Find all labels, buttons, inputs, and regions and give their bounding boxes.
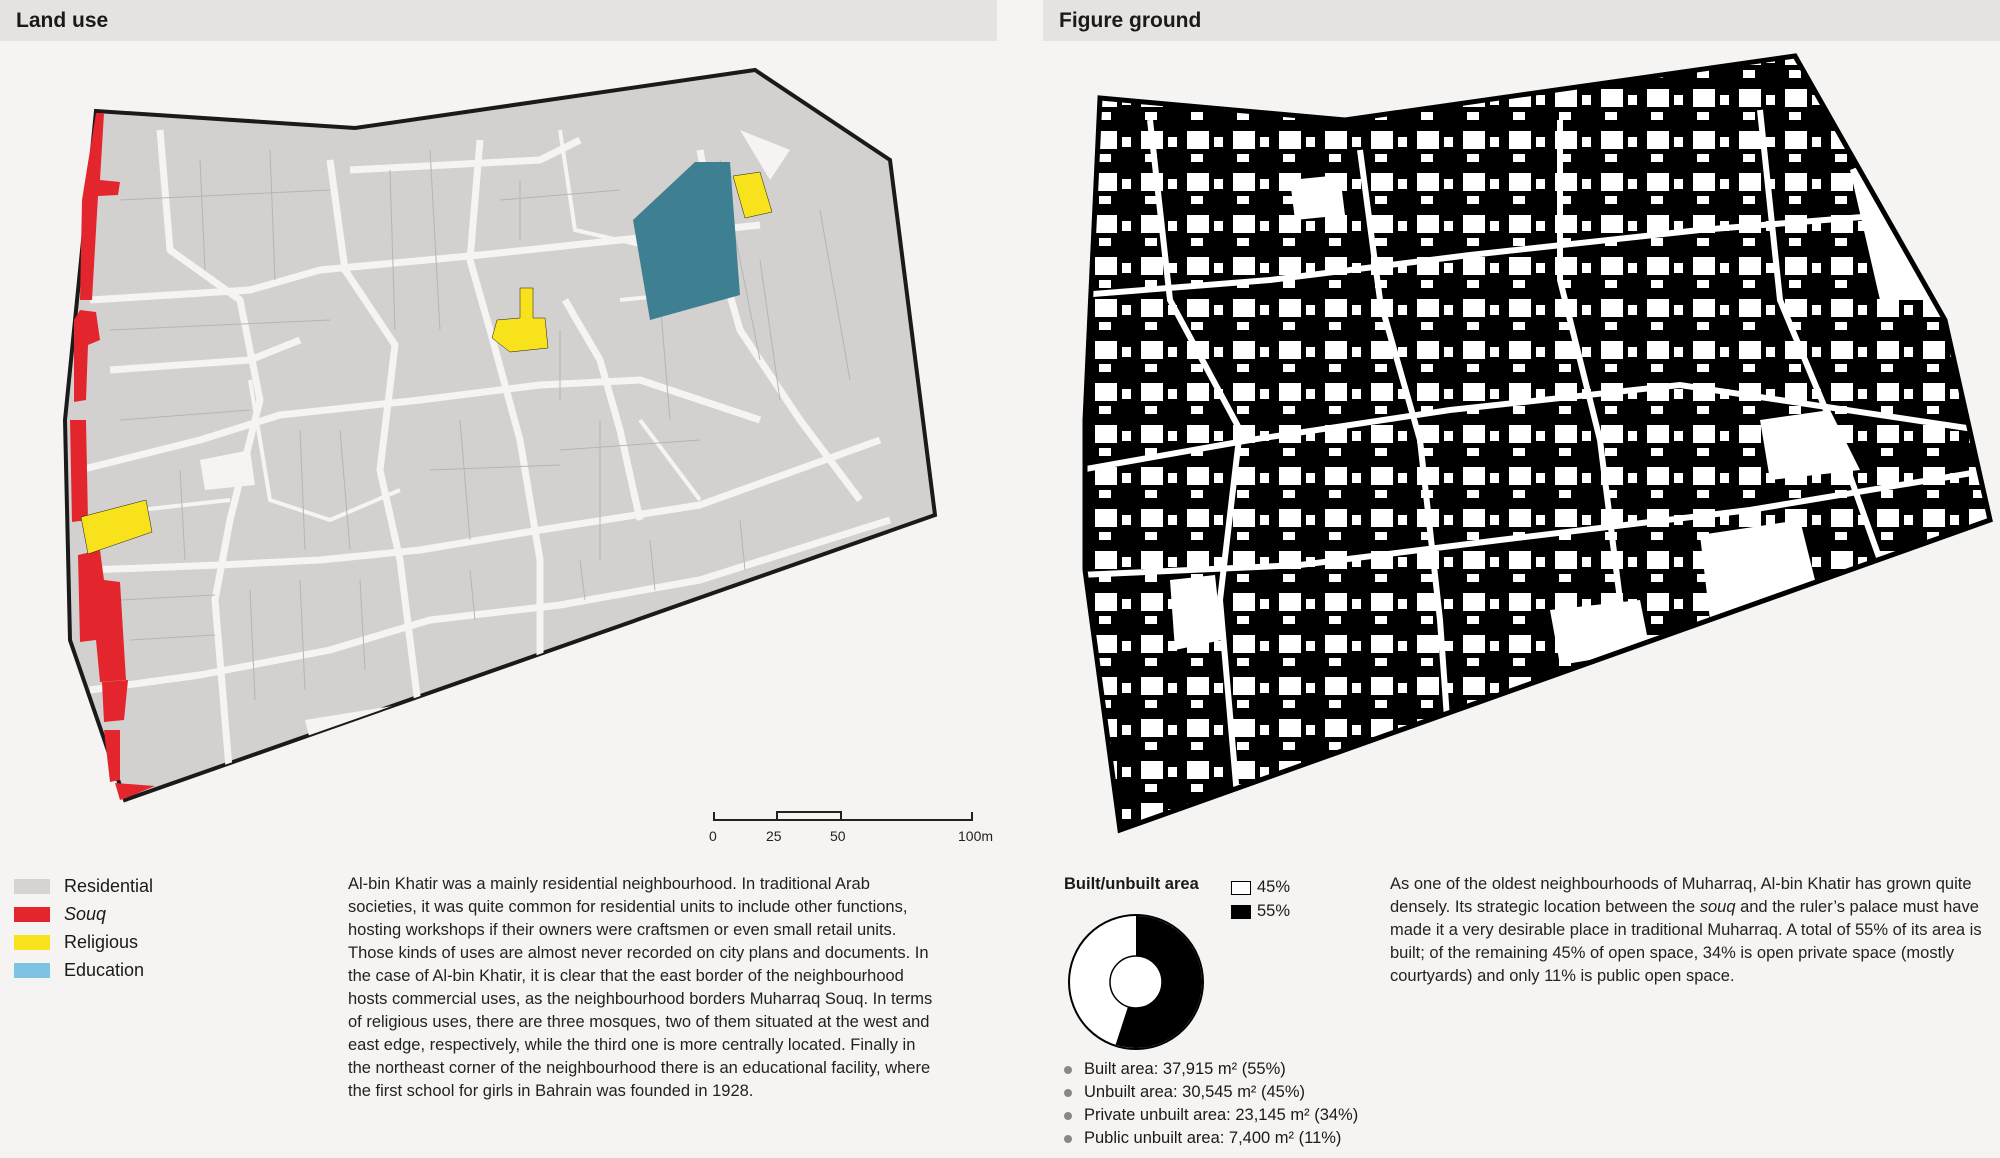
built-unbuilt-title: Built/unbuilt area — [1064, 875, 1199, 893]
scale-label-50: 50 — [830, 828, 846, 841]
built-stats-list — [1064, 1058, 1358, 1150]
swatch-education — [14, 963, 50, 978]
scale-bar — [714, 812, 972, 820]
land-use-title: Land use — [0, 0, 997, 41]
scale-label-25: 25 — [766, 828, 782, 841]
figure-ground-map — [1043, 41, 2000, 841]
stat-built-area-text: Built area: 37,915 m² (55%) — [1084, 1060, 1286, 1078]
legend-label-religious: Religious — [64, 931, 139, 952]
legend-item-education — [14, 956, 153, 984]
land-use-description: Al-bin Khatir was a mainly residential neighbourhood. In traditional Arab societies, it was quite common for residential units to include other functions, hosting workshops if their owners were craftsmen or even small retail units. Those kinds of uses are almost never recorded on city plans and documents. In the case of Al-bin Khatir, it is clear that the east border of the neighbourhood hosts commercial uses, as the neighbourhood borders Muharraq Souq. In terms of religious uses, there are three mosques, two of them situated at the west and east edge, respectively, while the third one is more centrally located. Finally in the northeast corner of the neighbourhood there is an educational facility, where the first school for girls in Bahrain was founded in 1928. — [348, 875, 933, 1100]
built-unbuilt-donut — [1066, 912, 1206, 1052]
legend-item-religious — [14, 928, 153, 956]
description-right-souq: souq — [1699, 898, 1736, 916]
figure-ground-title: Figure ground — [1043, 0, 2000, 41]
legend-label-residential: Residential — [64, 875, 154, 896]
stat-private-unbuilt-text: Private unbuilt area: 23,145 m² (34%) — [1084, 1106, 1359, 1124]
stat-unbuilt-area-text: Unbuilt area: 30,545 m² (45%) — [1084, 1083, 1306, 1101]
description-right-part-a: As one of the oldest neighbourhoods of Muharraq, Al-bin Khatir has grown quite densely. Its strategic location between the — [1390, 875, 1972, 916]
land-use-map — [0, 41, 997, 841]
stat-public-unbuilt — [1064, 1127, 1358, 1150]
legend-label-souq: Souq — [64, 903, 107, 924]
built-swatch — [1231, 905, 1251, 919]
unbuilt-swatch — [1231, 881, 1251, 895]
stat-unbuilt-area — [1064, 1081, 1358, 1104]
unbuilt-key — [1231, 878, 1290, 897]
land-use-legend — [14, 872, 153, 984]
built-pct-label: 55% — [1257, 902, 1291, 920]
neighbourhood-residential-area — [65, 70, 935, 800]
scale-label-100m: 100m — [958, 828, 994, 841]
unbuilt-pct-label: 45% — [1257, 878, 1291, 896]
scale-label-0: 0 — [709, 828, 717, 841]
swatch-religious — [14, 935, 50, 950]
bullet — [1064, 1135, 1072, 1143]
legend-item-residential — [14, 872, 153, 900]
figure-ground-description — [1390, 873, 1990, 988]
legend-item-souq — [14, 900, 153, 928]
swatch-residential — [14, 879, 50, 894]
stat-private-unbuilt — [1064, 1104, 1358, 1127]
swatch-souq — [14, 907, 50, 922]
bullet — [1064, 1066, 1072, 1074]
built-key — [1231, 902, 1290, 921]
description-right-part-b: and the ruler’s palace must have made it a very desirable place in traditional Muharraq. A total of 55% of its area is built; of the remaining 45% of open space, 34% is open private space (mostly courtyards) and only 11% is public open space. — [1390, 898, 1982, 985]
stat-public-unbuilt-text: Public unbuilt area: 7,400 m² (11%) — [1084, 1129, 1342, 1147]
bullet — [1064, 1112, 1072, 1120]
stat-built-area — [1064, 1058, 1358, 1081]
bullet — [1064, 1089, 1072, 1097]
legend-label-education: Education — [64, 959, 145, 980]
